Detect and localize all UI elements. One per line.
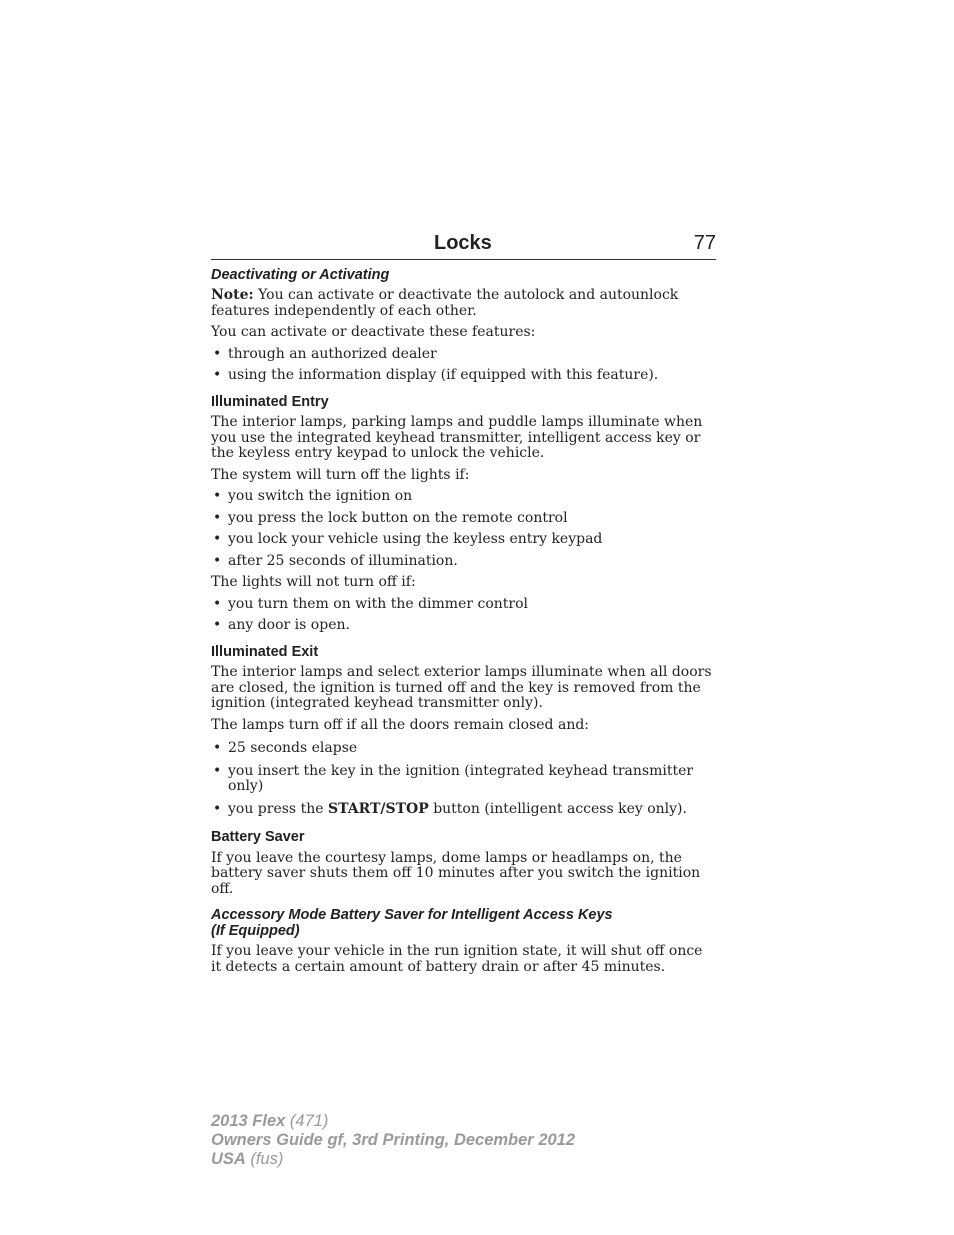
bullet-list bbox=[211, 741, 716, 817]
bullet-list bbox=[211, 347, 716, 384]
paragraph: The interior lamps, parking lamps and puddle lamps illuminate when you use the integrated keyhead transmitter, intelligent access key or the keyless entry keypad to unlock the vehicle. bbox=[211, 414, 703, 461]
list-item: • 25 seconds elapse bbox=[211, 741, 716, 757]
note-text: You can activate or deactivate the autolock and autounlock features independently of each other. bbox=[211, 287, 679, 319]
bullet-list bbox=[211, 597, 716, 634]
section-heading-accessory-mode bbox=[211, 907, 716, 939]
paragraph: If you leave the courtesy lamps, dome lamps or headlamps on, the battery saver shuts them off 10 minutes after you switch the ignition off. bbox=[211, 849, 701, 897]
page-content bbox=[211, 228, 716, 981]
start-stop-label: START/STOP bbox=[327, 800, 429, 817]
page-header bbox=[211, 228, 716, 260]
footer-code: (471) bbox=[285, 1112, 329, 1130]
note-label: Note: bbox=[211, 287, 254, 303]
section-heading-illuminated-entry: Illuminated Entry bbox=[211, 393, 329, 410]
section-heading-illuminated-exit: Illuminated Exit bbox=[211, 643, 319, 660]
list-item: • you press the lock button on the remote control bbox=[211, 511, 716, 527]
list-item bbox=[211, 802, 716, 818]
list-item: • you turn them on with the dimmer control bbox=[211, 597, 716, 613]
list-item: • you insert the key in the ignition (integrated keyhead transmitter only) bbox=[211, 764, 716, 795]
list-item: • you switch the ignition on bbox=[211, 489, 716, 505]
bullet-list bbox=[211, 489, 716, 569]
footer-market: USA bbox=[211, 1150, 246, 1168]
heading-line: Accessory Mode Battery Saver for Intelligent Access Keys bbox=[211, 907, 613, 923]
list-item: • you lock your vehicle using the keyless entry keypad bbox=[211, 532, 716, 548]
note-paragraph bbox=[211, 288, 716, 319]
heading-line: (If Equipped) bbox=[211, 923, 300, 939]
footer-line bbox=[211, 1112, 575, 1131]
paragraph: The lights will not turn off if: bbox=[211, 574, 416, 590]
footer-line: Owners Guide gf, 3rd Printing, December 2012 bbox=[211, 1131, 576, 1149]
list-item: • using the information display (if equipped with this feature). bbox=[211, 368, 716, 384]
section-heading-battery-saver: Battery Saver bbox=[211, 829, 305, 845]
page-footer bbox=[211, 1112, 575, 1169]
list-item: • after 25 seconds of illumination. bbox=[211, 554, 716, 570]
paragraph: If you leave your vehicle in the run ignition state, it will shut off once it detects a certain amount of battery drain or after 45 minutes. bbox=[211, 943, 703, 975]
footer-model: 2013 Flex bbox=[211, 1112, 286, 1130]
footer-market-code: (fus) bbox=[245, 1150, 284, 1168]
paragraph: You can activate or deactivate these features: bbox=[211, 324, 536, 340]
list-item-text: you press the bbox=[228, 800, 328, 817]
section-heading-deactivating: Deactivating or Activating bbox=[211, 267, 390, 283]
list-item: • any door is open. bbox=[211, 618, 716, 634]
list-item-text: button (intelligent access key only). bbox=[428, 800, 687, 817]
page-title: Locks bbox=[434, 232, 492, 254]
paragraph: The lamps turn off if all the doors remain closed and: bbox=[211, 716, 590, 733]
page-number: 77 bbox=[693, 232, 716, 254]
paragraph: The interior lamps and select exterior lamps illuminate when all doors are closed, the ignition is turned off and the key is removed from the ignition (integrated keyhead transmitter only). bbox=[211, 664, 712, 711]
list-item: • through an authorized dealer bbox=[211, 347, 716, 363]
footer-line bbox=[211, 1150, 575, 1169]
paragraph: The system will turn off the lights if: bbox=[211, 466, 470, 483]
